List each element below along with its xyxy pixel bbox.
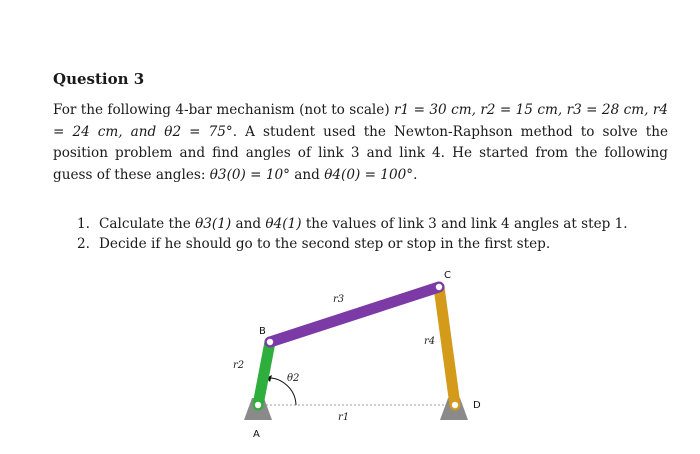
angle-label-theta2: θ2 [287, 373, 300, 384]
link-label-r3: r3 [333, 294, 345, 305]
link-3 [270, 287, 439, 342]
and-word: and [289, 166, 325, 183]
theta4-step1: θ4(1) [265, 216, 302, 232]
item-post: the values of link 3 and link 4 angles at step 1. [301, 216, 628, 232]
joint-label-d: D [473, 400, 481, 411]
list-number: 2. [77, 236, 90, 252]
item-pre: Calculate the [99, 216, 196, 232]
link-label-r4: r4 [424, 336, 436, 347]
r3-value: r3 = 28 cm, [566, 102, 649, 118]
r2-value: r2 = 15 cm, [480, 102, 567, 118]
pin-d [452, 402, 458, 408]
link-4 [439, 287, 455, 405]
pin-a [255, 402, 261, 408]
r4-value: r4 = 24 cm, and [53, 102, 668, 140]
list-number: 1. [77, 216, 90, 232]
r1-value: r1 = 30 cm, [394, 102, 481, 118]
link-label-r1: r1 [338, 412, 350, 423]
intro-text-1: For the following 4-bar mechanism (not to scale) [53, 102, 395, 118]
theta4-guess: θ4(0) = 100° [324, 166, 414, 183]
theta3-step1: θ3(1) [195, 216, 232, 232]
item-mid: and [231, 216, 266, 232]
intro-end: . [413, 166, 418, 183]
link-2 [258, 342, 270, 405]
theta2-value: θ2 = 75° [164, 123, 233, 140]
link-label-r2: r2 [233, 360, 245, 371]
item-text: Decide if he should go to the second step or stop in the first step. [99, 236, 551, 252]
theta3-guess: θ3(0) = 10° [209, 166, 290, 183]
intro-text-2: . A student used the Newton-Raphson method to solve the position problem and find angles of link 3 and link 4. He started from the following guess of these angles: [53, 123, 669, 183]
joint-label-a: A [253, 429, 260, 440]
pin-b [267, 339, 273, 345]
question-title: Question 3 [53, 70, 145, 88]
joint-label-b: B [259, 326, 266, 337]
pin-c [436, 284, 442, 290]
joint-label-c: C [444, 270, 451, 281]
